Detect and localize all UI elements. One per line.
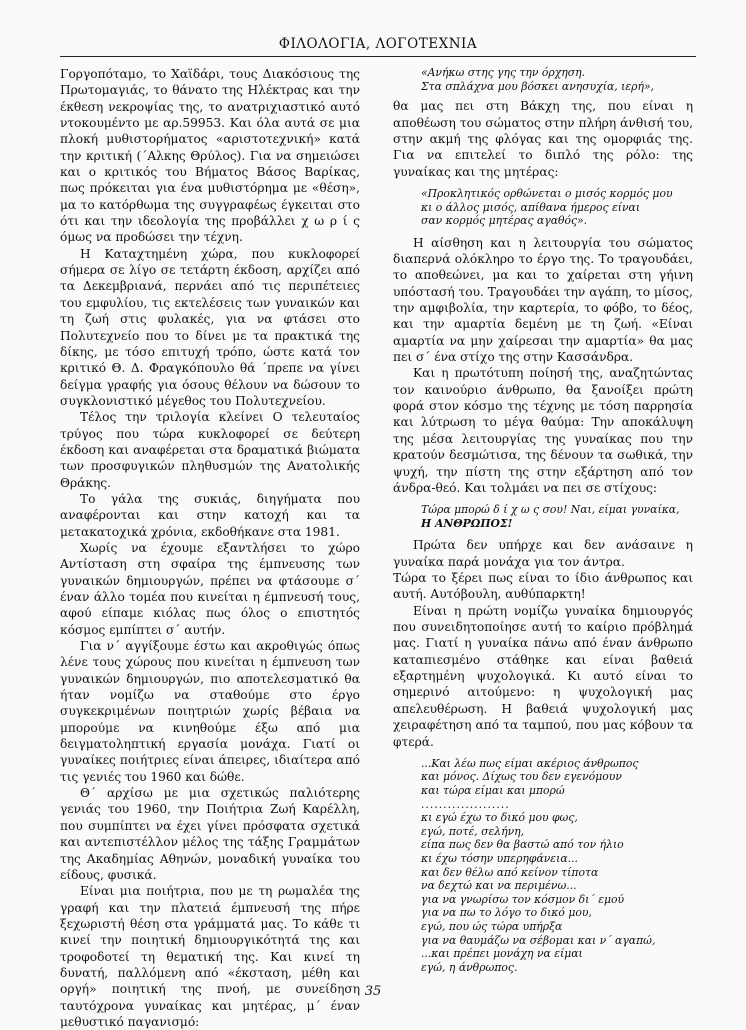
- paragraph: Γοργοπόταμο, το Χαϊδάρι, τους Διακόσιους της Πρωτομαγιάς, το θάνατο της Ηλέκτρας και την έκθεση νεκροψίας της, το ανατριχιαστικό αυτό ντοκουμέντο με αρ.59953. Και όλα αυτά σε μια πλοκή μυθιστορήματος «αριστοτεχνική» κατά την κριτική (΄Αλκης Θρύλος). Για να σημειώσει και ο κριτικός του Βήματος Βάσος Βαρίκας, πως πρόκειται για ένα μυθιστόρημα με «θέση», μα το κατόρθωμα της συγγραφέως έγκειται στο ότι και την ιδεολογία της προβάλλει χ ω ρ ί ς όμως να προδώσει την τέχνη.: [60, 67, 360, 245]
- verse-line: για να θαυμάζω να σέβομαι και ν΄ αγαπώ,: [421, 933, 656, 947]
- paragraph: Για ν΄ αγγίξουμε έστω και ακροθιγώς όπως λένε τους χώρους που κινείται η έμπνευση των γυναικών δημιουργών, πιο αποτελεσματικό θα ήταν νομίζω να σταθούμε στο έργο συγκεκριμένων ποιητριών χωρίς βέβαια να μπορούμε να κινηθούμε έξω από μια δειγματοληπτική εργασία μονάχα. Γιατί οι γυναίκες ποιήτριες είναι άπειρες, ιδιαίτερα από τις γενιές του 1960 και δώθε.: [60, 639, 360, 784]
- verse-line: «Ανήκω στης γης την όρχηση.: [421, 66, 586, 79]
- paragraph: Πρώτα δεν υπήρχε και δεν ανάσαινε η γυναίκα παρά μονάχα για τον άντρα.: [393, 538, 693, 569]
- verse-line: να δεχτώ και να περιμένω...: [421, 879, 577, 893]
- verse-line: ...και πρέπει μονάχη να είμαι: [421, 947, 583, 961]
- verse-line: για να πω το λόγο το δικό μου,: [421, 906, 592, 920]
- paragraph: Τώρα το ξέρει πως είναι το ίδιο άνθρωπος και αυτή. Αυτόβουλη, αυθύπαρκτη!: [393, 571, 693, 602]
- verse-quote: [421, 187, 693, 228]
- verse-line: Τώρα μπορώ δ ί χ ω ς σου! Ναι, είμαι γυναίκα,: [421, 503, 680, 517]
- verse-line: και μόνος. Δίχως του δεν εγενόμουν: [421, 770, 622, 784]
- page-number: 35: [364, 984, 382, 999]
- left-column: [60, 66, 360, 1030]
- paragraph: θα μας πει στη Βάκχη της, που είναι η αποθέωση του σώματος στην πλήρη άνθισή του, στην ακμή της φλόγας και της ομορφιάς της. Για να επιτελεί το διπλό της ρόλο: της γυναίκας και της μητέρας:: [393, 99, 693, 179]
- paragraph: Είναι η πρώτη νομίζω γυναίκα δημιουργός που συνειδητοποίησε αυτή το καίριο πρόβλημά μας. Γιατί η γυναίκα πάνω από έναν άνθρωπο καταπιεσμένο στάθηκε και είναι βαθειά εξαρτημένη ψυχολογικά. Κι αυτό είναι το σημερινό αιτούμενο: η ψυχολογική μας απελευθέρωση. Η βαθειά ψυχολογική μας χειραφέτηση από τα ταμπού, που μας κόβουν τα φτερά.: [393, 603, 693, 749]
- verse-quote: [421, 503, 693, 530]
- running-header: ΦΙΛΟΛΟΓΙΑ, ΛΟΓΟΤΕΧΝΙΑ: [278, 36, 478, 52]
- verse-line: σαν κορμός μητέρας αγαθός».: [421, 214, 588, 228]
- verse-line: εγώ, ποτέ, σελήνη,: [421, 824, 525, 838]
- verse-line: και τώρα είμαι και μπορώ: [421, 784, 565, 798]
- verse-line: Στα σπλάχνα μου βόσκει ανησυχία, ιερή»,: [421, 79, 654, 93]
- paragraph: Και η πρωτότυπη ποίησή της, αναζητώντας τον καινούριο άνθρωπο, θα ξανοίξει πρώτη φορά στον κόσμο της τέχνης με τόση παρρησία και λύτρωση το μέγα θαύμα: Την αποκάλυψη της μέσα λειτουργίας της γυναίκας που την κρατούν δεσμώτισα, της δένουν τα σωθικά, την ψυχή, την πίστη της στην εξάρτηση από τον άνδρα-θεό. Και τολμάει να πει σε στίχους:: [393, 366, 693, 495]
- verse-line: και δεν θέλω από κείνον τίποτα: [421, 865, 599, 879]
- paragraph: Τέλος την τριλογία κλείνει Ο τελευταίος τρύγος που τώρα κυκλοφορεί σε δεύτερη έκδοση και αναφέρεται στα δραματικά βιώματα των προσφυγικών πληθυσμών της Ανατολικής Θράκης.: [60, 410, 360, 490]
- verse-line: «Προκλητικός ορθώνεται ο μισός κορμός μου: [421, 186, 673, 200]
- paragraph: Είναι μια ποιήτρια, που με τη ρωμαλέα της γραφή και την πλατειά έμπνευσή της πήρε ξεχωριστή θέση στα γράμματά μας. Το κάθε τι κινεί την ποιητική δημιουργικότητά της και τροφοδοτεί τη θεματική της. Και κινεί τη δυνατή, παλλόμενη από «έκσταση, μέθη και οργή» ποιητική της πνοή, με συνείδηση ταυτόχρονα γυναίκας και μητέρας, μ΄ έναν μεθυστικό παγανισμό:: [60, 884, 360, 1029]
- verse-line: κι έχω τόσην υπερηφάνεια...: [421, 852, 578, 865]
- verse-emphasis: Η ΑΝΘΡΩΠΟΣ!: [421, 516, 513, 530]
- verse-line: ...Και λέω πως είμαι ακέριος άνθρωπος: [421, 756, 639, 770]
- paragraph: Το γάλα της συκιάς, διηγήματα που αναφέρονται και στην κατοχή και τα μετακατοχικά χρόνια, εκδοθήκανε στα 1981.: [60, 491, 360, 539]
- paragraph: Η Καταχτημένη χώρα, που κυκλοφορεί σήμερα σε λίγο σε τετάρτη έκδοση, αρχίζει από τα Δεκεμβριανά, περνάει από τις περιπέτειες του εμφυλίου, τις εκτελέσεις των γυναικών και τη ζωή στις φυλακές, για να φτάσει στο Πολυτεχνείο που το δίνει με τα πρακτικά της δίκης, με τόσο επιτυχή τρόπο, ώστε κατά τον κριτικό Θ. Δ. Φραγκόπουλο θά ΄πρεπε να γίνει δείγμα γραφής για όσους θέλουν να δώσουν το συγκλονιστικό μέγεθος του Πολυτεχνείου.: [60, 246, 360, 408]
- verse-line: κι εγώ έχω το δικό μου φως,: [421, 811, 578, 825]
- verse-line: εγώ, η άνθρωπος.: [421, 960, 518, 974]
- verse-quote: [421, 757, 693, 975]
- verse-line: κι ο άλλος μισός, απίθανα ήμερος είναι: [421, 200, 641, 214]
- header-rule: [60, 56, 696, 57]
- verse-line: ....................: [421, 797, 510, 811]
- paragraph: Η αίσθηση και η λειτουργία του σώματος διαπερνά ολόκληρο το έργο της. Το τραγουδάει, το αποθεώνει, μα και το χαίρεται στη γήινη υπόστασή του. Τραγουδάει την αγάπη, το μίσος, την αμφιβολία, την καρτερία, το φόβο, το δέος, και την αμαρτία δεμένη με τη ζωή. «Είναι αμαρτία να μην χαίρεσαι την αμαρτία» θα μας πει σ΄ ένα στίχο της στην Κασσάνδρα.: [393, 235, 694, 365]
- verse-quote: [421, 66, 693, 93]
- verse-line: για να γνωρίσω τον κόσμον δι΄ εμού: [421, 892, 625, 906]
- verse-line: είπα πως δεν θα βαστώ από τον ήλιο: [421, 838, 624, 852]
- paragraph: Χωρίς να έχουμε εξαντλήσει το χώρο Αντίσταση στη σφαίρα της έμπνευσης των γυναικών δημιουργών, πρέπει να φτάσουμε σ΄ έναν άλλο τομέα που κινείται η έμπνευσή τους, αφού είπαμε κιόλας πως όλος ο επιστητός κόσμος εμπίπτει σ΄ αυτήν.: [60, 540, 360, 637]
- paragraph: Θ΄ αρχίσω με μια σχετικώς παλιότερης γενιάς του 1960, την Ποιήτρια Ζωή Καρέλλη, που συμπίπτει να έχει γίνει πρόσφατα σχετικά και αντεπιστέλλον μέλος της τάξης Γραμμάτων της Ακαδημίας Αθηνών, μοναδική γυναίκα του είδους, φυσικά.: [60, 786, 360, 882]
- verse-line: εγώ, που ώς τώρα υπήρξα: [421, 919, 563, 933]
- right-column: [393, 66, 693, 974]
